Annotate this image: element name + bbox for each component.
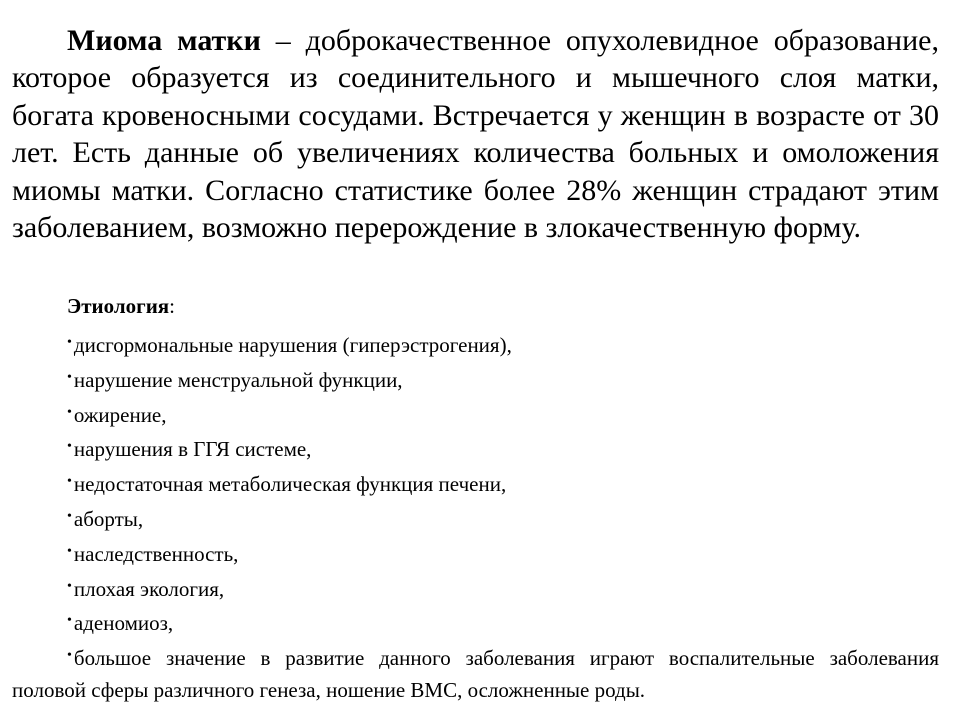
list-item-text: нарушения в ГГЯ системе, — [73, 437, 312, 462]
etiology-list — [12, 327, 939, 707]
list-item — [12, 640, 939, 707]
etiology-heading — [67, 293, 175, 319]
list-item-text: нарушение менструальной функции, — [73, 367, 403, 392]
list-item — [12, 536, 939, 571]
etiology-title: Этиология — [67, 294, 170, 318]
intro-term: Миома матки — [67, 24, 261, 57]
etiology-colon: : — [169, 294, 176, 318]
bullet-icon: • — [67, 613, 72, 629]
list-item — [12, 605, 939, 640]
list-item-text: плохая экология, — [73, 576, 225, 601]
list-item — [12, 327, 939, 362]
list-item-text: ожирение, — [73, 402, 167, 427]
list-item — [12, 571, 939, 606]
bullet-icon: • — [67, 578, 72, 594]
list-item-text: большое значение в развитие данного заболевания играют воспалительные заболевания половой сферы различного генеза, ношение ВМС, осложненные роды. — [12, 646, 939, 702]
bullet-icon: • — [67, 404, 72, 420]
intro-paragraph — [12, 22, 939, 246]
bullet-icon: • — [67, 543, 72, 559]
intro-text: – доброкачественное опухолевидное образование, которое образуется из соединительного и мышечного слоя матки, богата кровеносными сосудами. Встречается у женщин в возрасте от 30 лет. Есть данные об увеличениях количества больных и омоложения миомы матки. Согласно статистике более 28% женщин страдают этим заболеванием, возможно перерождение в злокачественную форму. — [12, 24, 939, 245]
list-item — [12, 362, 939, 397]
list-item-text: аденомиоз, — [73, 611, 174, 636]
bullet-icon: • — [67, 439, 72, 455]
list-item-text: дисгормональные нарушения (гиперэстрогения), — [73, 333, 512, 357]
list-item-text: аборты, — [73, 506, 144, 531]
list-item — [12, 431, 939, 466]
bullet-icon: • — [67, 335, 72, 350]
bullet-icon: • — [67, 474, 72, 490]
list-item-text: недостаточная метаболическая функция печени, — [73, 472, 507, 497]
list-item-text: наследственность, — [73, 541, 239, 566]
bullet-icon: • — [67, 648, 72, 664]
list-item — [12, 397, 939, 432]
bullet-icon: • — [67, 369, 72, 385]
bullet-icon: • — [67, 508, 72, 524]
list-item — [12, 466, 939, 501]
list-item — [12, 501, 939, 536]
